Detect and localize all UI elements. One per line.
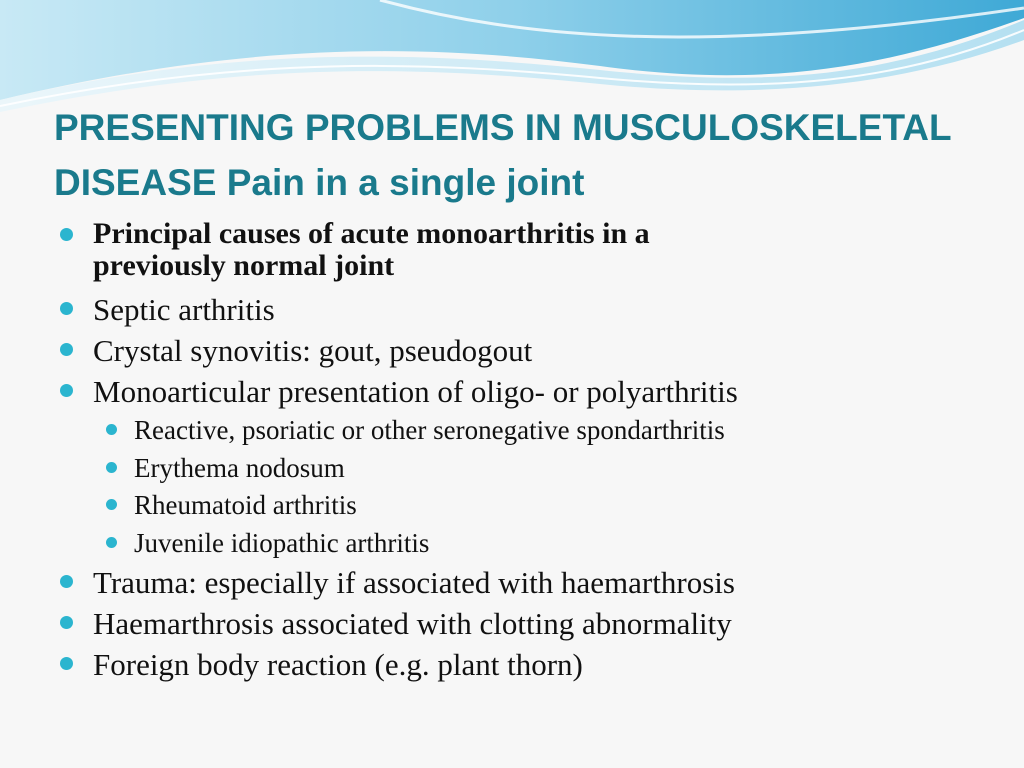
lead-line-1: Principal causes of acute monoarthritis in a [93, 217, 650, 250]
sub-bullet-item: Juvenile idiopathic arthritis [58, 525, 998, 563]
bullet-item: Monoarticular presentation of oligo- or polyarthritis [58, 371, 998, 412]
bullet-item: Haemarthrosis associated with clotting abnormality [58, 603, 998, 644]
sub-bullet-item: Erythema nodosum [58, 450, 998, 488]
sub-bullet-item: Reactive, psoriatic or other seronegative spondarthritis [58, 412, 998, 450]
lead-line-2: previously normal joint [93, 249, 395, 282]
bullet-item: Foreign body reaction (e.g. plant thorn) [58, 644, 998, 685]
bullet-item: Trauma: especially if associated with haemarthrosis [58, 562, 998, 603]
sub-bullet-item: Rheumatoid arthritis [58, 487, 998, 525]
bullet-list [58, 218, 998, 685]
slide-title [54, 100, 994, 210]
bullet-item: Septic arthritis [58, 289, 998, 330]
title-line-1: PRESENTING PROBLEMS IN MUSCULOSKELETAL [54, 107, 952, 148]
bullet-item: Crystal synovitis: gout, pseudogout [58, 330, 998, 371]
bullet-item-lead [58, 218, 998, 282]
title-line-2: DISEASE Pain in a single joint [54, 162, 585, 203]
